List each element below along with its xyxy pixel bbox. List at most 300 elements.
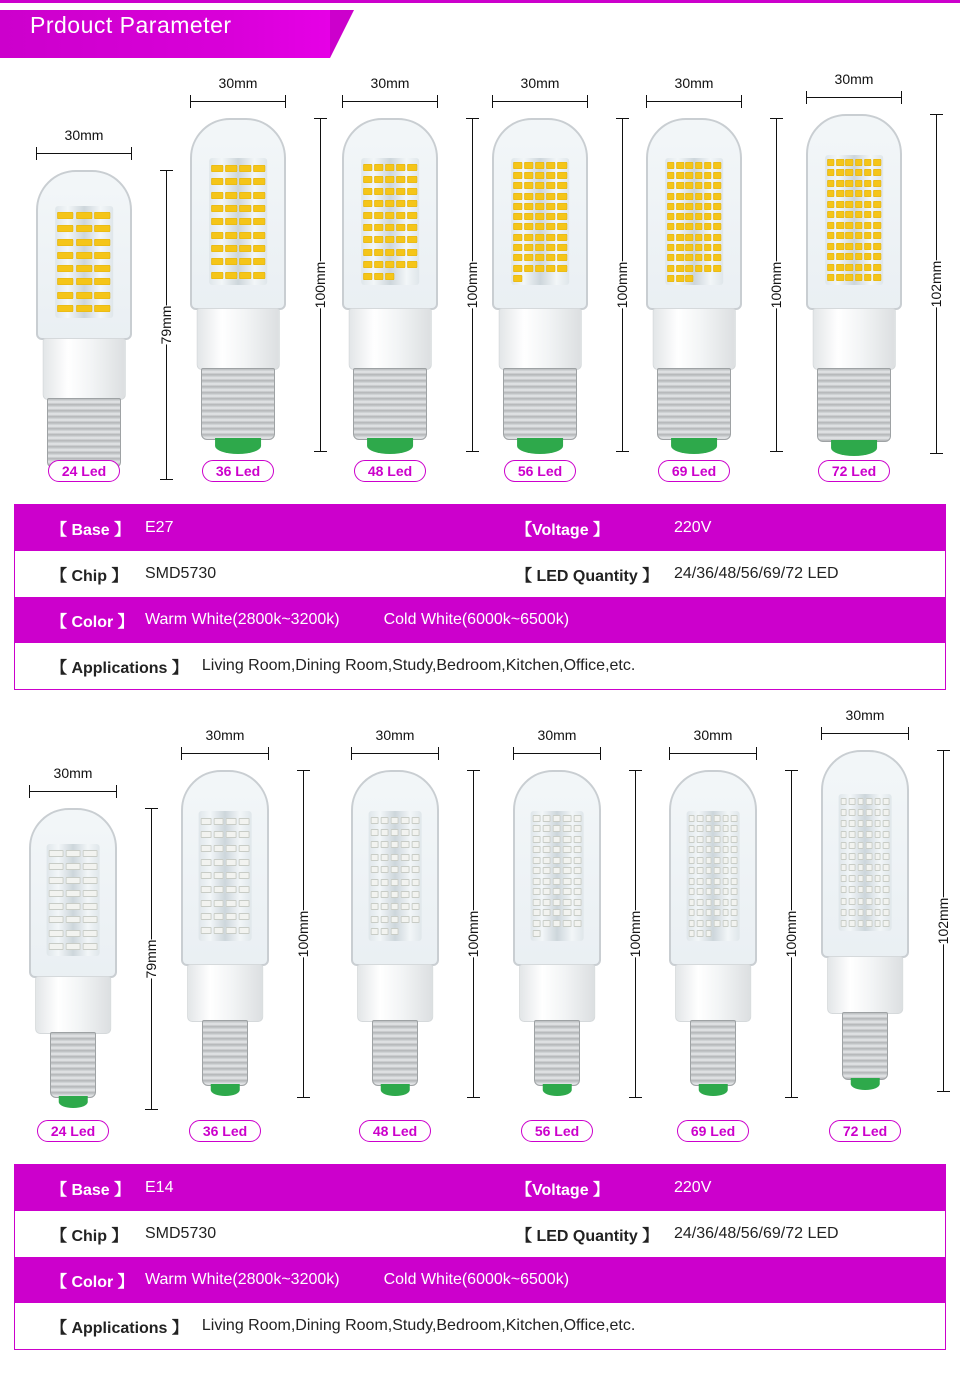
led-chip — [722, 846, 729, 853]
spec-row-color — [15, 1257, 945, 1303]
led-chip — [704, 223, 711, 230]
led-chip — [697, 909, 704, 916]
dimension-width-label: 30mm — [370, 75, 410, 91]
led-chip — [253, 245, 265, 252]
led-chip — [535, 203, 544, 210]
led-chip — [385, 273, 394, 280]
spec-value-applications: Living Room,Dining Room,Study,Bedroom,Kitchen,Office,etc. — [201, 657, 636, 674]
spec-value-color-cold: Cold White(6000k~6500k) — [383, 611, 570, 628]
led-chip — [827, 253, 834, 260]
led-chip — [874, 159, 881, 166]
led-chip — [201, 913, 212, 920]
led-chip — [667, 265, 674, 272]
led-chip — [558, 182, 567, 189]
led-chip — [226, 913, 237, 920]
led-chip — [226, 927, 237, 934]
spec-value-base: E27 — [145, 519, 174, 536]
led-array — [199, 811, 252, 940]
led-chip — [408, 224, 417, 231]
dimension-height — [143, 808, 159, 1110]
led-chip — [714, 203, 721, 210]
led-chip — [213, 859, 224, 866]
led-chip — [686, 172, 693, 179]
led-chip — [883, 842, 890, 849]
led-chip — [689, 920, 696, 927]
led-chip — [689, 899, 696, 906]
led-chip — [883, 864, 890, 871]
led-chip — [874, 232, 881, 239]
led-chip — [411, 817, 419, 824]
led-chip — [225, 192, 237, 199]
led-chip — [667, 182, 674, 189]
spec-key-applications: 【 Applications 】 — [51, 1319, 188, 1337]
base-contact-tip — [517, 438, 563, 454]
led-chip — [667, 244, 674, 251]
led-chip — [864, 222, 871, 229]
led-chip — [676, 234, 683, 241]
led-chip — [855, 243, 862, 250]
led-chip — [83, 890, 98, 897]
led-chip — [695, 254, 702, 261]
led-chip — [211, 192, 223, 199]
dimension-width — [351, 727, 439, 760]
led-chip — [573, 867, 581, 874]
bulb-body-housing — [349, 308, 432, 370]
dimension-height — [614, 118, 630, 452]
led-chip — [731, 888, 738, 895]
led-chip — [841, 798, 848, 805]
led-chip — [411, 879, 419, 886]
dimension-width-label: 30mm — [674, 75, 714, 91]
led-count-badge[interactable]: 48 Led — [359, 1120, 431, 1142]
led-chip — [547, 234, 556, 241]
led-chip — [381, 829, 389, 836]
led-chip — [201, 818, 212, 825]
led-chip — [563, 857, 571, 864]
led-chip — [211, 232, 223, 239]
led-chip — [841, 909, 848, 916]
led-chip — [866, 898, 873, 905]
led-count-badge[interactable]: 56 Led — [521, 1120, 593, 1142]
led-array — [361, 158, 419, 285]
bulb-glass-cover — [669, 770, 757, 966]
led-chip — [213, 927, 224, 934]
led-chip — [253, 272, 265, 279]
led-chip — [705, 846, 712, 853]
led-chip — [239, 165, 251, 172]
led-pcb-column — [531, 811, 584, 940]
led-chip — [827, 264, 834, 271]
led-chip — [855, 190, 862, 197]
led-chip — [397, 200, 406, 207]
dimension-width-label: 30mm — [64, 127, 104, 143]
led-chip — [714, 920, 721, 927]
e14-screw-base — [534, 1020, 580, 1086]
led-chip — [857, 809, 864, 816]
led-chip — [374, 236, 383, 243]
led-chip — [401, 879, 409, 886]
bulb-glass-cover — [646, 118, 742, 310]
led-chip — [874, 875, 881, 882]
led-chip — [705, 836, 712, 843]
spec-key-voltage: 【Voltage 】 — [516, 1181, 610, 1199]
led-chip — [857, 864, 864, 871]
led-chip — [411, 829, 419, 836]
led-chip — [397, 212, 406, 219]
led-chip — [385, 188, 394, 195]
led-chip — [849, 898, 856, 905]
dimension-height — [465, 770, 481, 1098]
led-chip — [667, 223, 674, 230]
led-chip — [855, 232, 862, 239]
led-chip — [363, 261, 372, 268]
base-contact-tip — [831, 440, 877, 456]
led-chip — [841, 820, 848, 827]
led-array — [511, 158, 569, 285]
spec-key-chip: 【 Chip 】 — [51, 567, 128, 585]
led-chip — [883, 875, 890, 882]
led-chip — [849, 842, 856, 849]
led-chip — [676, 244, 683, 251]
led-chip — [846, 169, 853, 176]
led-chip — [391, 866, 399, 873]
led-chip — [213, 900, 224, 907]
bulb-body-housing — [43, 338, 126, 400]
led-chip — [855, 211, 862, 218]
led-chip — [408, 164, 417, 171]
led-chip — [66, 930, 81, 937]
led-chip — [855, 253, 862, 260]
led-chip — [408, 249, 417, 256]
e27-screw-base — [657, 368, 731, 440]
led-chip — [573, 825, 581, 832]
led-count-badge[interactable]: 36 Led — [202, 460, 274, 482]
led-chip — [686, 265, 693, 272]
led-chip — [524, 203, 533, 210]
dimension-height — [295, 770, 311, 1098]
led-chip — [239, 272, 251, 279]
led-chip — [543, 867, 551, 874]
led-chip — [76, 212, 92, 219]
led-chip — [408, 188, 417, 195]
led-chip — [841, 842, 848, 849]
led-chip — [83, 930, 98, 937]
led-chip — [722, 899, 729, 906]
led-chip — [524, 193, 533, 200]
led-chip — [695, 182, 702, 189]
led-chip — [49, 930, 64, 937]
led-chip — [239, 913, 250, 920]
led-chip — [76, 292, 92, 299]
led-chip — [883, 909, 890, 916]
led-chip — [411, 866, 419, 873]
led-chip — [397, 236, 406, 243]
led-chip — [401, 891, 409, 898]
bulb-body-housing — [499, 308, 582, 370]
led-chip — [841, 853, 848, 860]
led-chip — [676, 182, 683, 189]
led-chip — [697, 878, 704, 885]
led-chip — [731, 846, 738, 853]
led-chip — [704, 172, 711, 179]
led-chip — [239, 886, 250, 893]
led-chip — [855, 201, 862, 208]
led-chip — [558, 213, 567, 220]
led-chip — [49, 850, 64, 857]
led-chip — [864, 169, 871, 176]
bulb-glass-cover — [29, 808, 117, 978]
led-pcb-column — [361, 158, 419, 285]
led-chip — [676, 172, 683, 179]
led-count-badge[interactable]: 56 Led — [504, 460, 576, 482]
led-chip — [76, 305, 92, 312]
led-chip — [722, 909, 729, 916]
led-chip — [705, 825, 712, 832]
led-chip — [841, 875, 848, 882]
led-chip — [543, 836, 551, 843]
led-chip — [201, 845, 212, 852]
led-chip — [381, 879, 389, 886]
led-chip — [94, 252, 110, 259]
dimension-width — [190, 75, 286, 108]
led-chip — [363, 188, 372, 195]
led-chip — [849, 809, 856, 816]
led-chip — [855, 222, 862, 229]
led-chip — [857, 886, 864, 893]
led-chip — [866, 875, 873, 882]
base-contact-tip — [215, 438, 261, 454]
led-chip — [239, 859, 250, 866]
led-chip — [558, 234, 567, 241]
led-chip — [836, 222, 843, 229]
led-chip — [547, 193, 556, 200]
led-chip — [704, 203, 711, 210]
led-chip — [547, 213, 556, 220]
dimension-height — [768, 118, 784, 452]
spec-value-quantity: 24/36/48/56/69/72 LED — [674, 1225, 839, 1242]
dimension-height-label: 100mm — [768, 261, 784, 309]
led-chip — [836, 253, 843, 260]
led-count-badge[interactable]: 24 Led — [48, 460, 120, 482]
led-count-badge[interactable]: 72 Led — [818, 460, 890, 482]
spec-value-color-warm: Warm White(2800k~3200k) — [145, 1271, 340, 1288]
led-chip — [714, 265, 721, 272]
base-contact-tip — [543, 1084, 572, 1096]
led-chip — [667, 193, 674, 200]
e14-screw-base — [50, 1032, 96, 1098]
led-chip — [705, 920, 712, 927]
led-chip — [864, 201, 871, 208]
bulb-glass-cover — [36, 170, 132, 340]
led-chip — [686, 193, 693, 200]
led-chip — [558, 172, 567, 179]
led-chip — [371, 817, 379, 824]
led-chip — [695, 244, 702, 251]
led-chip — [689, 815, 696, 822]
led-chip — [558, 254, 567, 261]
led-chip — [722, 878, 729, 885]
led-chip — [374, 249, 383, 256]
led-chip — [849, 886, 856, 893]
spec-table-e27 — [14, 504, 946, 690]
led-chip — [239, 818, 250, 825]
led-chip — [827, 274, 834, 281]
dimension-height — [627, 770, 643, 1098]
led-chip — [213, 886, 224, 893]
led-chip — [704, 254, 711, 261]
led-chip — [253, 258, 265, 265]
led-chip — [513, 193, 522, 200]
led-chip — [533, 920, 541, 927]
led-chip — [226, 818, 237, 825]
led-chip — [225, 232, 237, 239]
led-chip — [524, 254, 533, 261]
led-chip — [374, 212, 383, 219]
led-chip — [676, 254, 683, 261]
led-chip — [391, 829, 399, 836]
bulb-row-e14 — [0, 707, 960, 1152]
led-chip — [253, 165, 265, 172]
led-chip — [211, 245, 223, 252]
led-chip — [841, 809, 848, 816]
led-chip — [513, 244, 522, 251]
led-chip — [686, 234, 693, 241]
led-chip — [573, 846, 581, 853]
led-count-badge[interactable]: 72 Led — [829, 1120, 901, 1142]
led-chip — [535, 162, 544, 169]
led-chip — [714, 213, 721, 220]
led-chip — [704, 234, 711, 241]
e27-screw-base — [817, 368, 891, 442]
led-chip — [883, 853, 890, 860]
spec-cell-base — [15, 1177, 480, 1200]
led-chip — [714, 909, 721, 916]
led-chip — [374, 164, 383, 171]
led-chip — [385, 261, 394, 268]
led-chip — [866, 842, 873, 849]
led-chip — [49, 877, 64, 884]
led-chip — [553, 920, 561, 927]
led-chip — [533, 867, 541, 874]
led-chip — [83, 916, 98, 923]
spec-value-chip: SMD5730 — [145, 565, 217, 582]
led-chip — [76, 252, 92, 259]
led-chip — [874, 222, 881, 229]
led-chip — [408, 176, 417, 183]
led-chip — [686, 213, 693, 220]
led-chip — [573, 888, 581, 895]
led-chip — [401, 916, 409, 923]
led-chip — [533, 930, 541, 937]
led-chip — [201, 900, 212, 907]
bulb-body-housing — [813, 308, 896, 370]
led-chip — [841, 831, 848, 838]
led-chip — [836, 159, 843, 166]
led-chip — [827, 169, 834, 176]
spec-row-chip-quantity — [15, 551, 945, 597]
led-chip — [543, 857, 551, 864]
led-chip — [253, 192, 265, 199]
led-count-badge[interactable]: 36 Led — [189, 1120, 261, 1142]
led-chip — [363, 176, 372, 183]
led-chip — [385, 200, 394, 207]
led-chip — [827, 180, 834, 187]
spec-cell-color — [15, 609, 945, 632]
led-chip — [371, 891, 379, 898]
led-chip — [849, 875, 856, 882]
led-chip — [714, 888, 721, 895]
led-chip — [573, 815, 581, 822]
spec-row-color — [15, 597, 945, 643]
dimension-height-label: 79mm — [158, 305, 174, 345]
dimension-width-label: 30mm — [537, 727, 577, 743]
led-chip — [66, 877, 81, 884]
led-chip — [714, 899, 721, 906]
led-chip — [874, 274, 881, 281]
led-chip — [57, 278, 73, 285]
led-chip — [371, 916, 379, 923]
led-chip — [371, 829, 379, 836]
led-chip — [714, 172, 721, 179]
led-chip — [883, 798, 890, 805]
led-chip — [543, 920, 551, 927]
top-divider — [0, 0, 960, 3]
led-chip — [697, 920, 704, 927]
led-chip — [533, 836, 541, 843]
led-count-badge[interactable]: 24 Led — [37, 1120, 109, 1142]
bulb-glass-cover — [181, 770, 269, 966]
led-chip — [731, 899, 738, 906]
led-chip — [864, 253, 871, 260]
led-chip — [864, 190, 871, 197]
led-chip — [874, 820, 881, 827]
led-chip — [381, 928, 389, 935]
led-count-badge[interactable]: 48 Led — [354, 460, 426, 482]
led-chip — [411, 841, 419, 848]
led-chip — [524, 234, 533, 241]
spec-key-applications: 【 Applications 】 — [51, 659, 188, 677]
dimension-height — [783, 770, 799, 1098]
base-contact-tip — [367, 438, 413, 454]
led-chip — [667, 254, 674, 261]
led-chip — [855, 180, 862, 187]
led-chip — [94, 212, 110, 219]
bulb-glass-cover — [342, 118, 438, 310]
led-chip — [225, 218, 237, 225]
led-chip — [239, 205, 251, 212]
led-chip — [543, 909, 551, 916]
led-chip — [533, 878, 541, 885]
led-chip — [533, 815, 541, 822]
spec-row-base-voltage — [15, 1165, 945, 1211]
led-chip — [94, 278, 110, 285]
led-chip — [76, 225, 92, 232]
led-chip — [391, 928, 399, 935]
led-count-badge[interactable]: 69 Led — [658, 460, 730, 482]
led-chip — [49, 890, 64, 897]
led-chip — [83, 903, 98, 910]
led-chip — [49, 863, 64, 870]
led-count-badge[interactable]: 69 Led — [677, 1120, 749, 1142]
led-chip — [846, 180, 853, 187]
led-chip — [201, 872, 212, 879]
led-chip — [676, 193, 683, 200]
dimension-width — [669, 727, 757, 760]
led-pcb-column — [199, 811, 252, 940]
led-chip — [381, 854, 389, 861]
led-chip — [513, 172, 522, 179]
bulb-glass-cover — [806, 114, 902, 310]
